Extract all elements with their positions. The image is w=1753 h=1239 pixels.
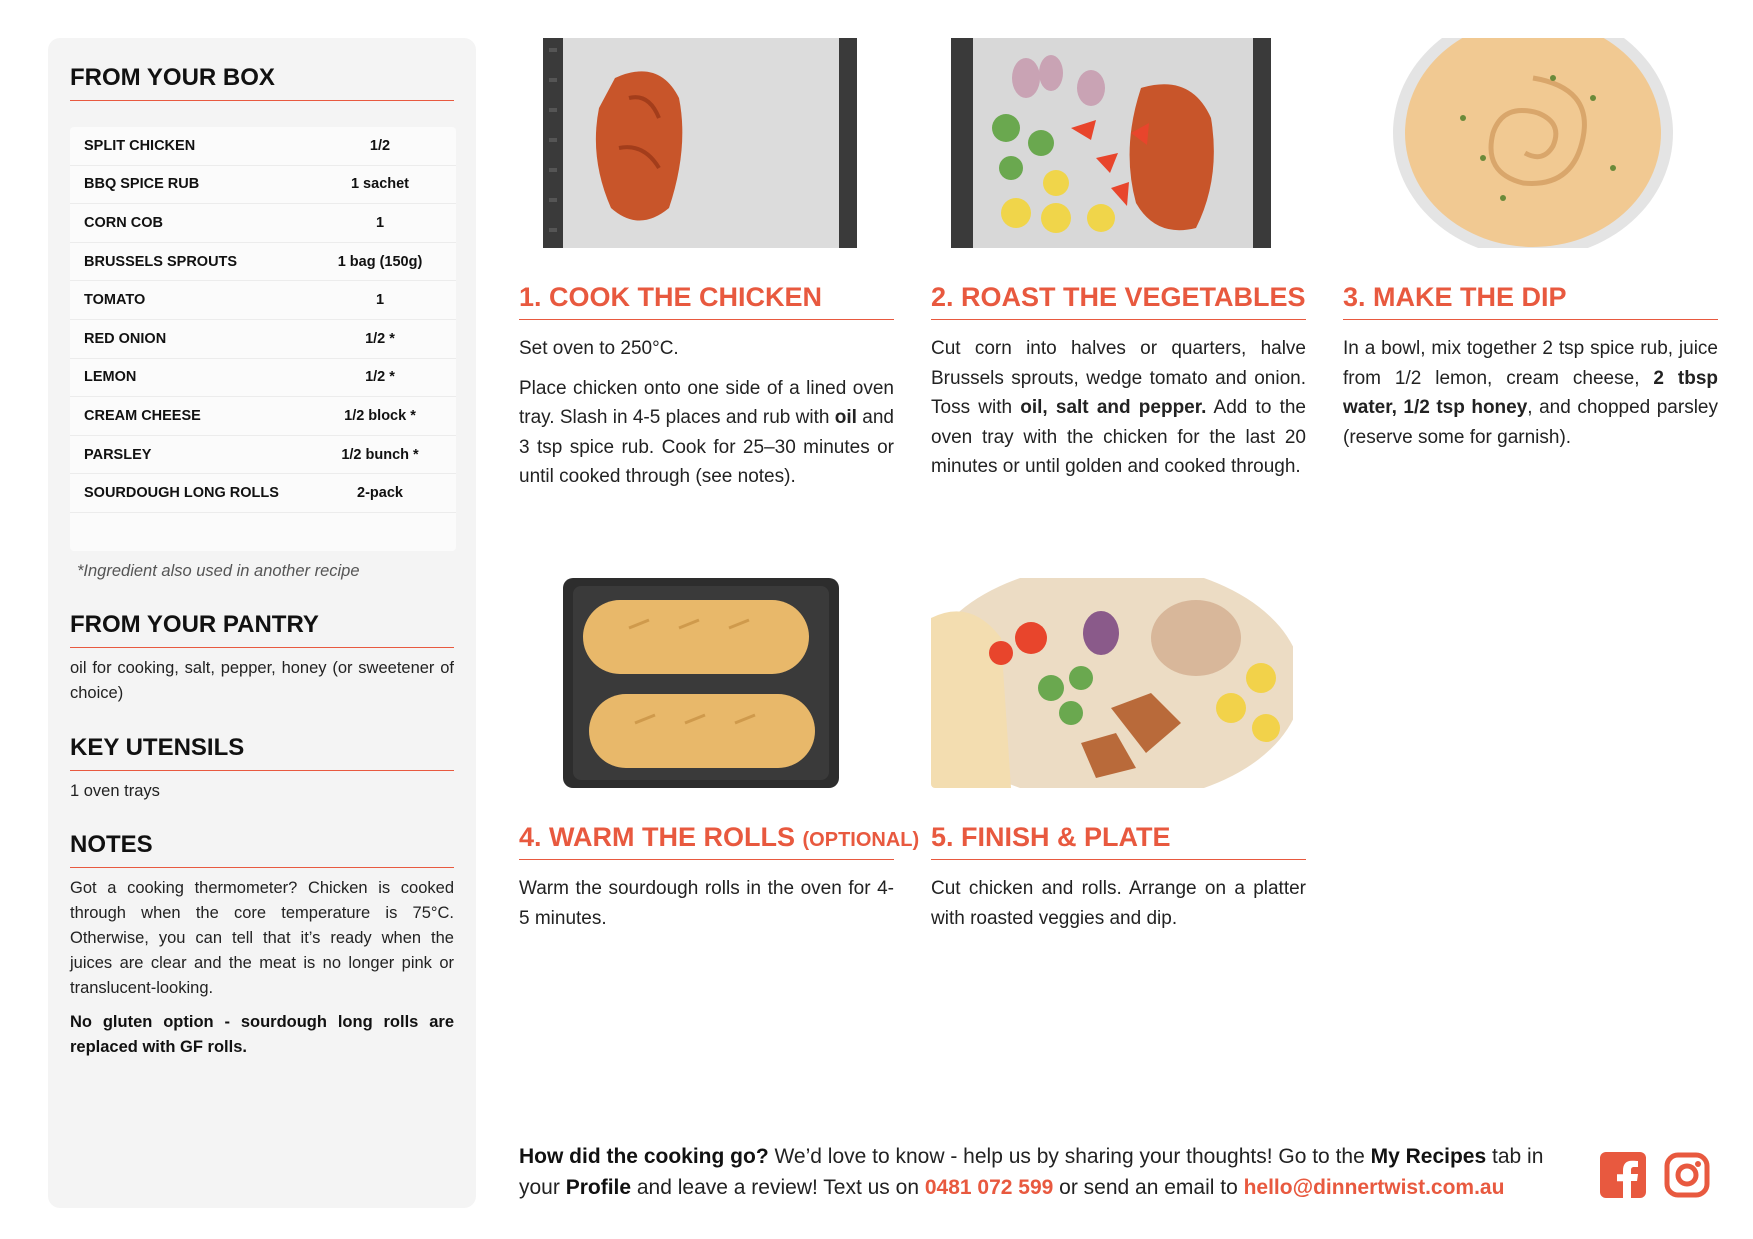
instagram-icon[interactable]: [1664, 1152, 1710, 1203]
step-roast-vegetables: [931, 38, 1306, 492]
platter-photo: [931, 578, 1293, 788]
ingredient-row: [70, 281, 456, 320]
step-2-instructions: [931, 334, 1306, 482]
footer-text-1: We’d love to know - help us by sharing your thoughts! Go to the: [768, 1145, 1371, 1168]
ingredient-qty: 2-pack: [357, 485, 403, 502]
step-4-title-optional: (OPTIONAL): [802, 829, 920, 851]
ingredient-name: RED ONION: [84, 330, 167, 347]
step-1-text-c: and 3 tsp spice rub. Cook for 25–30 minutes or until cooked through (see notes).: [519, 407, 894, 487]
step-2-text-b: oil, salt and pepper.: [1020, 397, 1207, 418]
chicken-tray-photo: [519, 38, 881, 248]
notes-text: Got a cooking thermometer? Chicken is cooked through when the core temperature is 75°C. Otherwise, you can tell that it’s ready when the juices are clear and the meat is no longer pink or translucent-looking.: [70, 879, 454, 997]
notes-gluten-text: No gluten option - sourdough long rolls are replaced with GF rolls.: [70, 1013, 454, 1056]
ingredient-qty: 1/2 *: [365, 330, 395, 347]
ingredient-row-empty: [70, 513, 456, 551]
step-finish-plate: [931, 578, 1306, 943]
step-1-title: 1. COOK THE CHICKEN: [519, 282, 894, 320]
ingredient-row: [70, 474, 456, 513]
step-4-title-text: 4. WARM THE ROLLS: [519, 822, 795, 852]
step-2-text-c: Add to the oven tray with the chicken for the last 20 minutes or until golden and cooked through.: [931, 397, 1306, 477]
facebook-icon[interactable]: [1600, 1152, 1646, 1203]
step-5-instructions: Cut chicken and rolls. Arrange on a platter with roasted veggies and dip.: [931, 878, 1306, 929]
step-2-title: 2. ROAST THE VEGETABLES: [931, 282, 1306, 320]
feedback-footer: [519, 1141, 1579, 1203]
pantry-text: oil for cooking, salt, pepper, honey (or sweetener of choice): [70, 659, 454, 702]
step-4-instructions: Warm the sourdough rolls in the oven for 4-5 minutes.: [519, 878, 894, 929]
ingredient-row: [70, 243, 456, 282]
pantry-heading: FROM YOUR PANTRY: [70, 611, 454, 648]
rolls-tray-photo: [519, 578, 881, 788]
phone-link[interactable]: 0481 072 599: [924, 1176, 1054, 1199]
ingredient-qty: 1 sachet: [350, 176, 410, 193]
step-3-instructions: [1343, 334, 1718, 452]
ingredient-qty: 1/2 *: [365, 369, 395, 386]
footer-text-2: tab in your: [519, 1145, 1544, 1199]
ingredient-name: CORN COB: [84, 214, 163, 231]
step-1-oven-text: Set oven to 250°C.: [519, 338, 679, 359]
ingredient-name: PARSLEY: [84, 446, 152, 463]
step-1-instructions: [519, 374, 894, 492]
step-5-body: [931, 874, 1306, 933]
footer-text-4: or send an email to: [1053, 1176, 1244, 1199]
step-3-body: [1343, 334, 1718, 452]
ingredient-qty: 1/2 block *: [344, 407, 416, 424]
ingredient-qty: 1/2: [369, 137, 391, 154]
ingredient-name: LEMON: [84, 369, 137, 386]
ingredient-row: [70, 166, 456, 205]
ingredient-footnote: *Ingredient also used in another recipe: [77, 562, 360, 580]
step-3-text-b: 2 tbsp water, 1/2 tsp honey: [1343, 367, 1719, 418]
ingredient-name: TOMATO: [84, 292, 146, 309]
ingredient-row: [70, 359, 456, 398]
step-make-dip: [1343, 38, 1718, 462]
profile-link[interactable]: Profile: [565, 1176, 632, 1199]
ingredient-row: [70, 127, 456, 166]
step-2-body: [931, 334, 1306, 482]
step-4-body: [519, 874, 894, 933]
step-2-text-a: Cut corn into halves or quarters, halve Brussels sprouts, wedge tomato and onion. Toss with: [931, 338, 1306, 418]
utensils-text: 1 oven trays: [70, 782, 160, 800]
utensils-heading: KEY UTENSILS: [70, 734, 454, 771]
step-4-title: [519, 822, 920, 860]
ingredient-name: SOURDOUGH LONG ROLLS: [84, 485, 279, 502]
ingredient-name: BRUSSELS SPROUTS: [84, 253, 238, 270]
ingredient-name: SPLIT CHICKEN: [84, 137, 196, 154]
ingredients-table: [70, 127, 456, 551]
ingredient-name: CREAM CHEESE: [84, 407, 201, 424]
step-3-title: 3. MAKE THE DIP: [1343, 282, 1718, 320]
step-warm-rolls: [519, 578, 920, 943]
ingredient-row: [70, 320, 456, 359]
ingredients-sidebar: [48, 38, 476, 1208]
my-recipes-link[interactable]: My Recipes: [1370, 1145, 1487, 1168]
step-1-body: [519, 334, 894, 492]
dip-bowl-photo: [1343, 38, 1705, 248]
ingredient-qty: 1/2 bunch *: [341, 446, 419, 463]
ingredient-row: [70, 436, 456, 475]
notes-heading: NOTES: [70, 831, 454, 868]
step-3-text-c: , and chopped parsley (reserve some for garnish).: [1343, 397, 1718, 448]
step-3-text-a: In a bowl, mix together 2 tsp spice rub, juice from 1/2 lemon, cream cheese,: [1343, 338, 1718, 389]
footer-text-3: and leave a review! Text us on: [631, 1176, 925, 1199]
email-link[interactable]: hello@dinnertwist.com.au: [1243, 1176, 1505, 1199]
ingredient-qty: 1: [375, 292, 385, 309]
from-box-heading: FROM YOUR BOX: [70, 64, 454, 101]
footer-question: How did the cooking go?: [519, 1145, 769, 1168]
ingredient-qty: 1 bag (150g): [337, 253, 423, 270]
step-cook-chicken: [519, 38, 894, 502]
ingredient-qty: 1: [375, 214, 385, 231]
ingredient-row: [70, 204, 456, 243]
step-1-text-oil: oil: [834, 407, 857, 428]
ingredient-row: [70, 397, 456, 436]
ingredient-name: BBQ SPICE RUB: [84, 176, 200, 193]
step-5-title: 5. FINISH & PLATE: [931, 822, 1306, 860]
step-1-text-a: Place chicken onto one side of a lined oven tray. Slash in 4-5 places and rub with: [519, 377, 894, 428]
vegetables-tray-photo: [931, 38, 1293, 248]
